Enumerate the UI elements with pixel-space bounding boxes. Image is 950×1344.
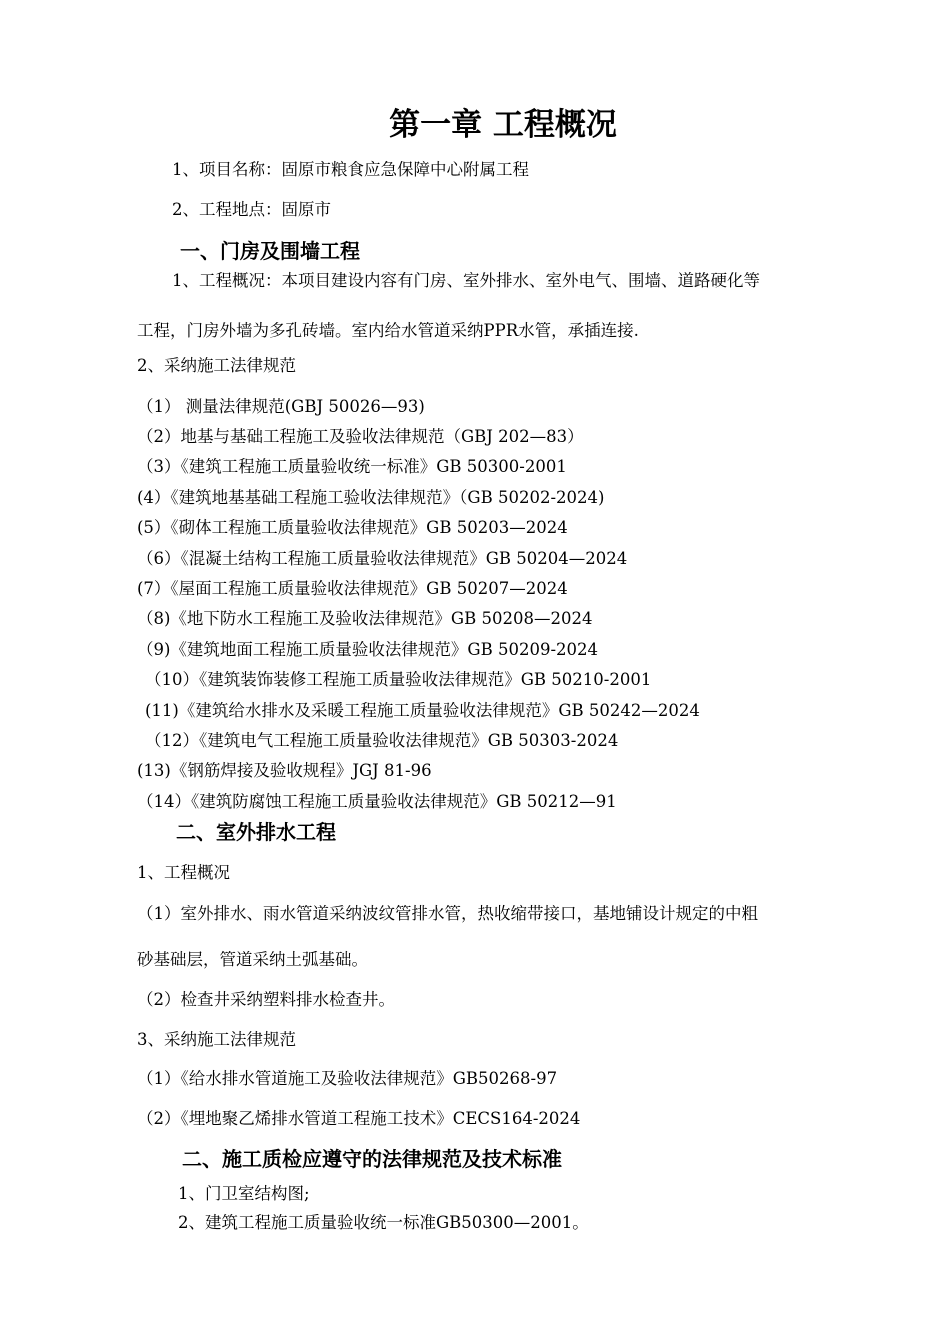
drainage-item-1-line-2: 砂基础层，管道采纳土弧基础。 (137, 950, 368, 969)
norm-item: (11)《建筑给水排水及采暖工程施工质量验收法律规范》GB 50242—2024 (145, 701, 700, 720)
norms-label: 2、采纳施工法律规范 (137, 356, 296, 375)
norm-item: （14）《建筑防腐蚀工程施工质量验收法律规范》GB 50212—91 (137, 792, 617, 811)
norm-item: （3）《建筑工程施工质量验收统一标准》GB 50300-2001 (137, 457, 567, 476)
norm-item: （8)《地下防水工程施工及验收法律规范》GB 50208—2024 (137, 609, 593, 628)
drainage-item-1-line-1: （1）室外排水、雨水管道采纳波纹管排水管，热收缩带接口，基地铺设计规定的中粗 (137, 904, 758, 923)
section-heading-quality-standards: 二、施工质检应遵守的法律规范及技术标准 (182, 1147, 562, 1171)
chapter-title: 第一章 工程概况 (389, 107, 617, 143)
norm-item: （9)《建筑地面工程施工质量验收法律规范》GB 50209-2024 (137, 640, 599, 659)
drainage-norm-item: （2）《埋地聚乙烯排水管道工程施工技术》CECS164-2024 (137, 1109, 581, 1128)
norm-item: （2）地基与基础工程施工及验收法律规范（GBJ 202—83） (137, 427, 584, 446)
norm-item: (7）《屋面工程施工质量验收法律规范》GB 50207—2024 (137, 579, 568, 598)
standards-item: 1、门卫室结构图; (178, 1184, 310, 1203)
norm-item: (4）《建筑地基基础工程施工验收法律规范》（GB 50202-2024) (137, 488, 605, 507)
norm-item: (13)《钢筋焊接及验收规程》JGJ 81-96 (137, 761, 432, 780)
section-heading-drainage: 二、室外排水工程 (176, 820, 336, 844)
drainage-item-2: （2）检查井采纳塑料排水检查井。 (137, 990, 395, 1009)
norm-item: （10）《建筑装饰装修工程施工质量验收法律规范》GB 50210-2001 (145, 670, 652, 689)
drainage-norms-label: 3、采纳施工法律规范 (137, 1030, 296, 1049)
drainage-norm-item: （1）《给水排水管道施工及验收法律规范》GB50268-97 (137, 1069, 558, 1088)
norm-item: （6）《混凝土结构工程施工质量验收法律规范》GB 50204—2024 (137, 549, 628, 568)
overview-paragraph-line-2: 工程，门房外墙为多孔砖墙。室内给水管道采纳PPR水管，承插连接. (137, 321, 639, 340)
project-location: 2、工程地点：固原市 (172, 200, 331, 219)
norm-item: (5）《砌体工程施工质量验收法律规范》GB 50203—2024 (137, 518, 568, 537)
overview-paragraph-line-1: 1、工程概况：本项目建设内容有门房、室外排水、室外电气、围墙、道路硬化等 (172, 271, 760, 290)
norm-item: （1） 测量法律规范(GBJ 50026—93) (137, 397, 425, 416)
standards-item: 2、建筑工程施工质量验收统一标准GB50300—2001。 (178, 1213, 589, 1232)
section-heading-gatehouse: 一、门房及围墙工程 (180, 239, 360, 263)
norm-item: （12）《建筑电气工程施工质量验收法律规范》GB 50303-2024 (145, 731, 619, 750)
project-name: 1、项目名称：固原市粮食应急保障中心附属工程 (172, 160, 529, 179)
drainage-overview-label: 1、工程概况 (137, 863, 230, 882)
